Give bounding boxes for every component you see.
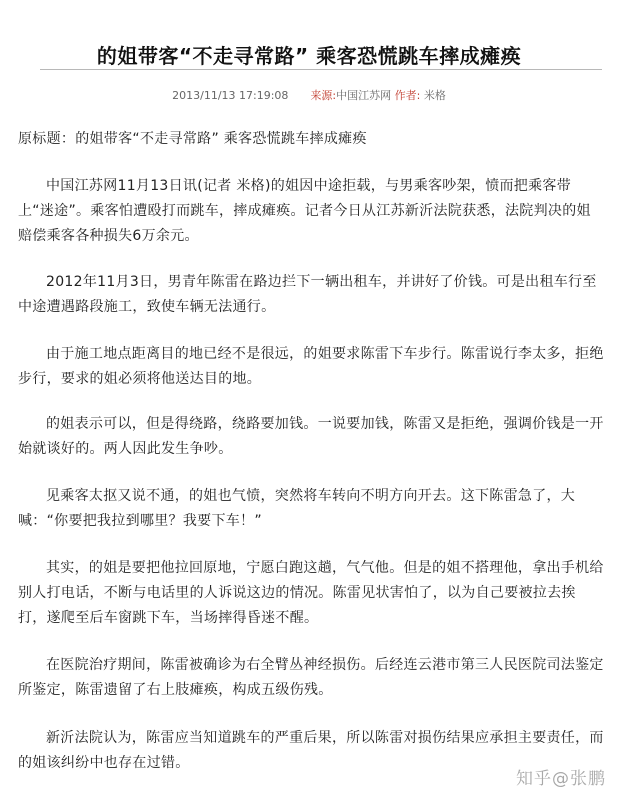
paragraph: 见乘客太抠又说不通，的姐也气愤，突然将车转向不明方向开去。这下陈雷急了，大喊：“你要把我拉到哪里？我要下车！” — [18, 488, 576, 529]
paragraph: 2012年11月3日，男青年陈雷在路边拦下一辆出租车，并讲好了价钱。可是出租车行至中途遭遇路段施工，致使车辆无法通行。 — [18, 274, 597, 315]
article-title: 的姐带客“不走寻常路” 乘客恐慌跳车摔成瘫痪 — [96, 44, 522, 69]
source-label: 来源: — [310, 89, 337, 102]
zhihu-watermark: 知乎@张鹏 — [516, 769, 606, 789]
original-title: 原标题：的姐带客“不走寻常路” 乘客恐慌跳车摔成瘫痪 — [18, 131, 367, 147]
paragraph: 其实，的姐是要把他拉回原地，宁愿白跑这趟，气气他。但是的姐不搭理他，拿出手机给别人打电话，不断与电话里的人诉说这边的情况。陈雷见状害怕了，以为自己要被拉去挨打，遂爬至后车窗跳下车，当场摔得昏迷不醒。 — [18, 560, 604, 626]
author-name: 米格 — [423, 89, 446, 102]
paragraph: 在医院治疗期间，陈雷被确诊为右全臂丛神经损伤。后经连云港市第三人民医院司法鉴定所鉴定，陈雷遗留了右上肢瘫痪，构成五级伤残。 — [18, 657, 604, 698]
paragraph: 由于施工地点距离目的地已经不是很远，的姐要求陈雷下车步行。陈雷说行李太多，拒绝步行，要求的姐必须将他送达目的地。 — [18, 346, 604, 387]
source-link[interactable]: 中国江苏网 — [336, 89, 392, 102]
paragraph: 新沂法院认为，陈雷应当知道跳车的严重后果，所以陈雷对损伤结果应承担主要责任，而的姐该纠纷中也存在过错。 — [18, 730, 604, 771]
title-divider — [40, 69, 602, 70]
paragraph: 的姐表示可以，但是得绕路，绕路要加钱。一说要加钱，陈雷又是拒绝，强调价钱是一开始就谈好的。两人因此发生争吵。 — [18, 416, 604, 457]
article-meta — [0, 87, 618, 103]
publish-datetime: 2013/11/13 17:19:08 — [172, 89, 289, 102]
paragraph: 中国江苏网11月13日讯(记者 米格)的姐因中途拒载，与男乘客吵架，愤而把乘客带上“迷途”。乘客怕遭殴打而跳车，摔成瘫痪。记者今日从江苏新沂法院获悉，法院判决的姐赔偿乘客各种损失6万余元。 — [18, 178, 591, 244]
author-label: 作者: — [394, 89, 421, 102]
